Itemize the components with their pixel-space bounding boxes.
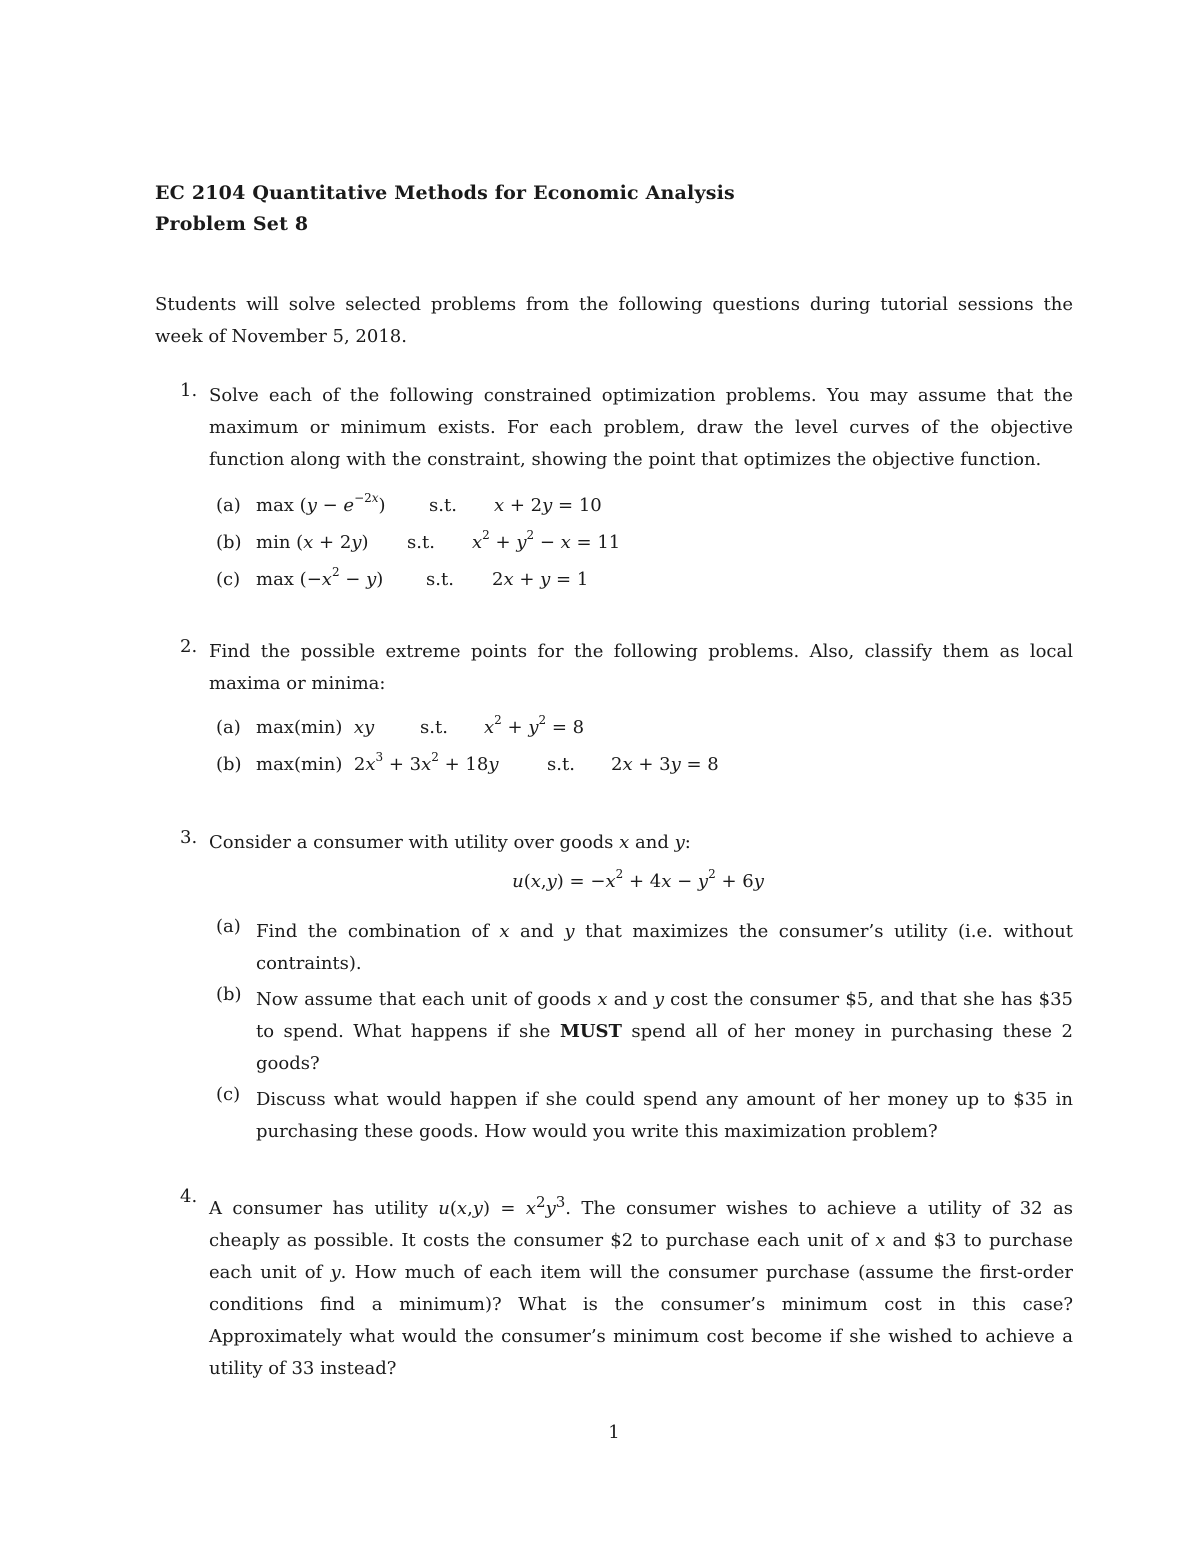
q2-part-a-st: s.t. [420, 717, 448, 738]
q3b-emphasis: MUST [559, 1021, 622, 1042]
q3-part-a-label: (a) [216, 916, 241, 937]
q1-part-a-st: s.t. [429, 495, 457, 516]
q2-part-a-label: (a) [216, 717, 241, 738]
problem-set-title: Problem Set 8 [155, 213, 309, 235]
q2-part-b-label: (b) [216, 754, 242, 775]
q1-part-b-objective: min (x + 2y) [256, 532, 369, 553]
q2-part-b-constraint: 2x + 3y = 8 [611, 754, 719, 775]
question-3-text: Consider a consumer with utility over goods x and y: [209, 832, 691, 853]
page-number: 1 [608, 1422, 620, 1443]
q3-part-b-text: Now assume that each unit of goods x and y cost the consumer $5, and that she has $35 to spend. What happens if she MUST spend all of her money in purchasing these 2 goods? [256, 989, 1073, 1074]
q3-part-c-label: (c) [216, 1084, 241, 1105]
question-3-number: 3. [180, 827, 198, 848]
q2-part-a-constraint: $x^2 + y^2 = 8$ [484, 713, 585, 738]
q1-part-c-constraint: 2x + y = 1 [492, 569, 589, 590]
question-1-number: 1. [180, 380, 198, 401]
question-1-text: Solve each of the following constrained optimization problems. You may assume that the maximum or minimum exists. For each problem, draw the level curves of the objective function along with the constraint, showing the point that optimizes the objective function. [209, 385, 1073, 470]
course-title: EC 2104 Quantitative Methods for Economic Analysis [155, 182, 735, 204]
q3-part-b-label: (b) [216, 984, 242, 1005]
q1-part-a-objective: $\max (y - e^{-2x})$ [256, 491, 386, 516]
utility-equation: $u(x,y) = -x^2 + 4x - y^2 + 6y$ [512, 867, 764, 892]
question-2-text: Find the possible extreme points for the following problems. Also, classify them as local maxima or minima: [209, 641, 1073, 694]
q1-part-b-label: (b) [216, 532, 242, 553]
q1-part-c-objective: $\max (-x^2 - y)$ [256, 565, 384, 590]
q2-part-a-objective: max(min) xy [256, 717, 375, 738]
q1-part-c-st: s.t. [426, 569, 454, 590]
question-4-number: 4. [180, 1186, 198, 1207]
q3-part-a-text: Find the combination of x and y that maximizes the consumer’s utility (i.e. without contraints). [256, 921, 1073, 974]
question-4-text: A consumer has utility $u(x,y) = x^2y^3$. The consumer wishes to achieve a utility of 32 as cheaply as possible. It costs the consumer $2 to purchase each unit of x and $3 to purchase each unit of y. How much of each item will the consumer purchase (assume the first-order conditions find a minimum)? What is the consumer’s minimum cost in this case? Approximately what would the consumer’s minimum cost become if she wished to achieve a utility of 33 instead? [209, 1193, 1073, 1379]
q3-part-c-text: Discuss what would happen if she could spend any amount of her money up to $35 in purchasing these goods. How would you write this maximization problem? [256, 1089, 1073, 1142]
q1-part-b-st: s.t. [407, 532, 435, 553]
q1-part-b-constraint: $x^2 + y^2 - x = 11$ [472, 528, 621, 553]
q1-part-c-label: (c) [216, 569, 241, 590]
q1-part-a-label: (a) [216, 495, 241, 516]
q2-part-b-objective: max(min) $2x^3 + 3x^2 + 18y$ [256, 750, 499, 775]
q3b-text-post: spend all of her money in purchasing these 2 goods? [256, 1021, 1073, 1074]
intro-paragraph: Students will solve selected problems from the following questions during tutorial sessions the week of November 5, 2018. [155, 294, 1073, 347]
q2-part-b-st: s.t. [547, 754, 575, 775]
question-2-number: 2. [180, 636, 198, 657]
q1-part-a-constraint: x + 2y = 10 [494, 495, 602, 516]
